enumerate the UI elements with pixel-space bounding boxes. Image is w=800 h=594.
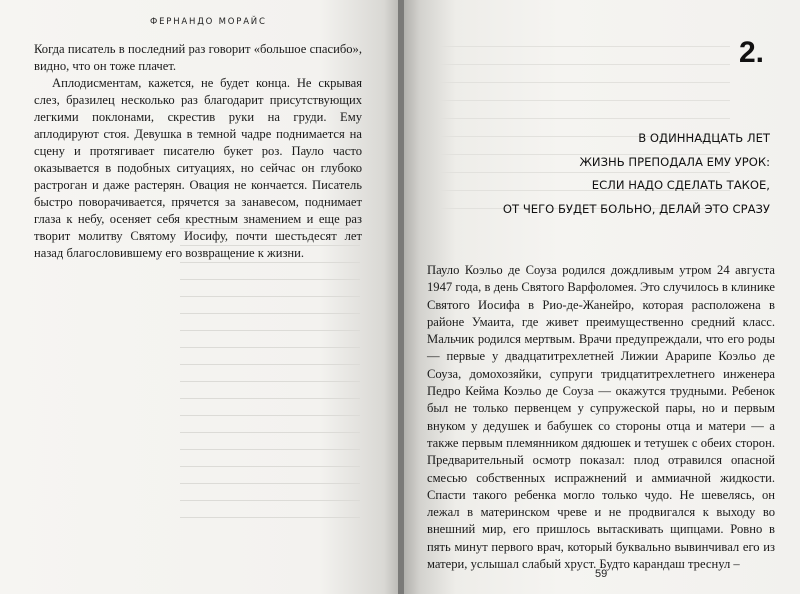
chapter-epigraph (503, 127, 770, 221)
right-page-text (427, 262, 775, 573)
epigraph-line: ЖИЗНЬ ПРЕПОДАЛА ЕМУ УРОК: (579, 154, 770, 169)
chapter-number: 2. (739, 36, 765, 69)
epigraph-line: В ОДИННАДЦАТЬ ЛЕТ (638, 131, 770, 145)
paragraph: Когда писатель в последний раз говорит «большое спасибо», видно, что он тоже плачет. (34, 42, 362, 73)
page-number: 59 (595, 568, 608, 580)
epigraph-line: ОТ ЧЕГО БУДЕТ БОЛЬНО, ДЕЛАЙ ЭТО СРАЗУ (502, 201, 770, 216)
paragraph: Аплодисментам, кажется, не будет конца. Не скрывая слез, бразилец несколько раз благодарит присутствующих легкими поклонами, скрестив руки на груди. Ему аплодируют стоя. Девушка в темной чадре поднимается на сцену и протягивает писателю букет роз. Пауло часто оказывается в подобных ситуациях, но сейчас он глубоко растроган и даже растерян. Овация не кончается. Писатель быстро поворачивается, прячется за занавесом, поднимает глаза к небу, осеняет себя крестным знамением и еще раз творит молитву Святому Иосифу, почти шестьдесят лет назад благословившему его возвращение к жизни. (34, 76, 362, 260)
book-gutter (398, 0, 404, 594)
running-head: ФЕРНАНДО МОРАЙС (150, 17, 267, 27)
epigraph-line: ЕСЛИ НАДО СДЕЛАТЬ ТАКОЕ, (591, 178, 770, 192)
paragraph: Пауло Коэльо де Соуза родился дождливым утром 24 августа 1947 года, в день Святого Варфоломея. Это случилось в клинике Святого Иосифа в Рио-де-Жанейро, которая расположена в районе Умаита, где живет преимущественно средний класс. Мальчик родился мертвым. Врачи предупреждали, что его роды — первые у двадцатитрехлетней Лижии Арарипе Коэльо де Соуза, домохозяйки, супруги тридцатитрехлетнего инженера Педро Кейма Коэльо де Соуза — окажутся трудными. Ребенок был не только первенцем у супружеской пары, но и первым внуком у дедушек и бабушек со стороны отца и матери — а также первым племянником дядюшек и тетушек с обеих сторон. Предварительный осмотр показал: плод отравился опасной смесью собственных испражнений и аммиачной жидкости. Спасти такого ребенка могло только чудо. Не шевелясь, он лежал в материнском чреве и не продвигался к выходу во внешний мир, его пришлось вытаскивать щипцами. Ровно в пять минут первого врач, который буквально вывинчивал его из матери, услышал слабый хруст. Будто карандаш треснул – (427, 263, 775, 572)
bleed-through-shadow (180, 228, 360, 534)
